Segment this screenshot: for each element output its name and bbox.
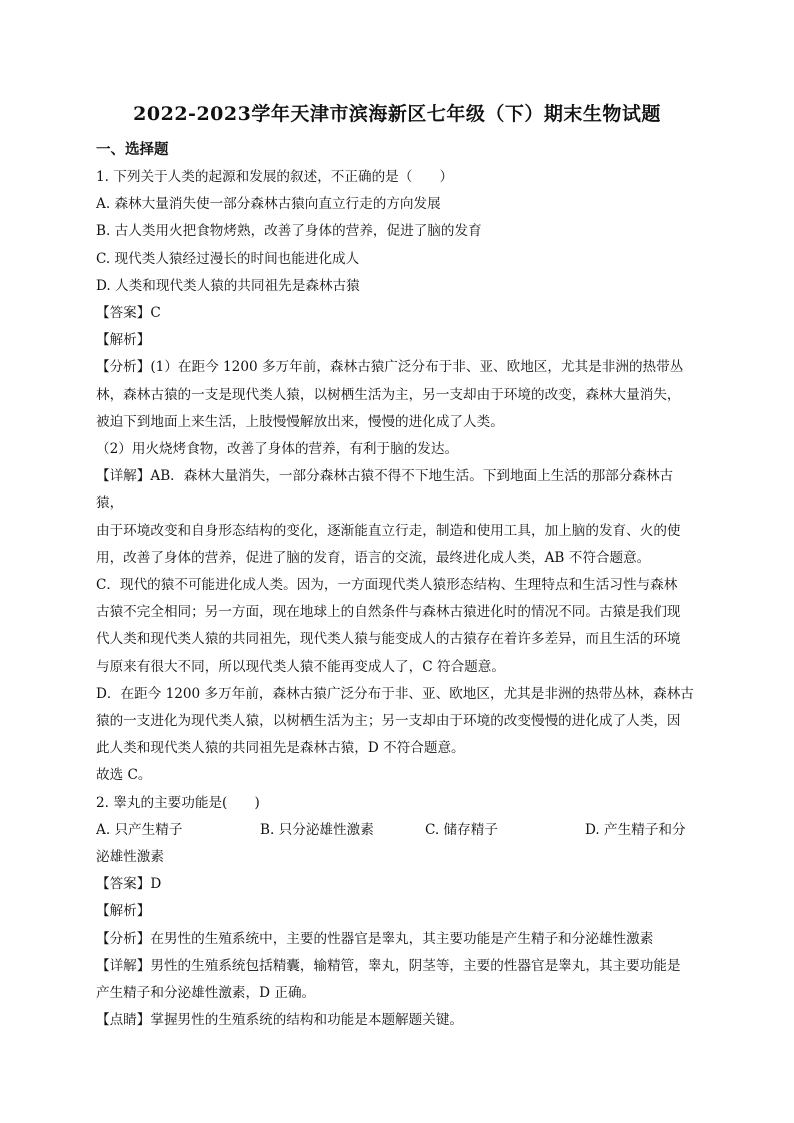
question-2-stem: 2. 睾丸的主要功能是( ) (96, 794, 260, 811)
section-heading: 一、选择题 (96, 141, 169, 158)
question-1-detail-line: 【详解】AB．森林大量消失，一部分森林古猿不得不下地生活。下到地面上生活的那部分森林古猿， (96, 468, 674, 512)
question-2-answer: 【答案】D (96, 876, 162, 893)
question-2-key-point: 【点睛】掌握男性的生殖系统的结构和功能是本题解题关键。 (96, 1012, 464, 1029)
question-2-detail-line: 【详解】男性的生殖系统包括精囊，输精管，睾丸，阴茎等，主要的性器官是睾丸，其主要功能是 (96, 957, 681, 974)
question-1-answer: 【答案】C (96, 305, 161, 322)
question-1-analysis-line: 被迫下到地面上来生活，上肢慢慢解放出来，慢慢的进化成了人类。 (96, 413, 504, 430)
question-1-detail-line: 代人类和现代类人猿的共同祖先，现代类人猿与能变成人的古猿存在着许多差异，而且生活的环境 (96, 631, 681, 648)
question-1-option-a: A. 森林大量消失使一部分森林古猿向直立行走的方向发展 (96, 196, 441, 213)
question-1-analysis-label: 【解析】 (96, 332, 151, 349)
question-1-stem: 1. 下列关于人类的起源和发展的叙述，不正确的是（ ） (96, 169, 454, 185)
question-1-conclusion: 故选 C。 (96, 767, 152, 784)
question-1-option-c: C. 现代类人猿经过漫长的时间也能进化成人 (96, 250, 360, 267)
question-1-detail-line: 由于环境改变和自身形态结构的变化，逐渐能直立行走，制造和使用工具，加上脑的发育、火的使 (96, 522, 681, 539)
question-2-option-d-wrap: 泌雄性激素 (96, 849, 164, 866)
question-2-option-a: A. 只产生精子 (96, 821, 183, 838)
question-2-option-d: D. 产生精子和分 (585, 821, 686, 838)
question-1-detail-line: D．在距今 1200 多万年前，森林古猿广泛分布于非、亚、欧地区，尤其是非洲的热带丛林，森林古 (96, 685, 694, 702)
question-1-analysis-line: （2）用火烧烤食物，改善了身体的营养，有利于脑的发达。 (96, 441, 459, 458)
question-2-options (96, 817, 700, 844)
question-2-analysis-line: 【分析】在男性的生殖系统中，主要的性器官是睾丸，其主要功能是产生精子和分泌雄性激素 (96, 930, 654, 947)
document-body (96, 164, 700, 1035)
question-2-analysis-label: 【解析】 (96, 903, 151, 920)
question-1-detail-line: C．现代的猿不可能进化成人类。因为，一方面现代类人猿形态结构、生理特点和生活习性与森林 (96, 577, 678, 594)
question-1-analysis-line: 林，森林古猿的一支是现代类人猿，以树栖生活为主，另一支却由于环境的改变，森林大量消失， (96, 386, 681, 403)
question-1-detail-line: 猿的一支进化为现代类人猿，以树栖生活为主；另一支却由于环境的改变慢慢的进化成了人类，因 (96, 713, 681, 730)
question-2-option-b: B. 只分泌雄性激素 (260, 821, 374, 838)
page-title: 2022-2023学年天津市滨海新区七年级（下）期末生物试题 (133, 103, 661, 125)
question-2-option-c: C. 储存精子 (425, 821, 498, 838)
question-1-detail-line: 与原来有很大不同，所以现代类人猿不能再变成人了，C 符合题意。 (96, 658, 505, 675)
question-1-option-b: B. 古人类用火把食物烤熟，改善了身体的营养，促进了脑的发育 (96, 223, 482, 240)
question-1-detail-line: 用，改善了身体的营养，促进了脑的发育，语言的交流，最终进化成人类，AB 不符合题意。 (96, 549, 651, 566)
question-1-detail-line: 此人类和现代类人猿的共同祖先是森林古猿，D 不符合题意。 (96, 740, 465, 757)
question-1-option-d: D. 人类和现代类人猿的共同祖先是森林古猿 (96, 277, 360, 294)
question-1-detail-line: 古猿不完全相同；另一方面，现在地球上的自然条件与森林古猿进化时的情况不同。古猿是我们现 (96, 604, 681, 621)
question-2-detail-line: 产生精子和分泌雄性激素，D 正确。 (96, 985, 316, 1002)
question-1-analysis-line: 【分析】(1）在距今 1200 多万年前，森林古猿广泛分布于非、亚、欧地区，尤其是非洲的热带丛 (96, 359, 684, 376)
